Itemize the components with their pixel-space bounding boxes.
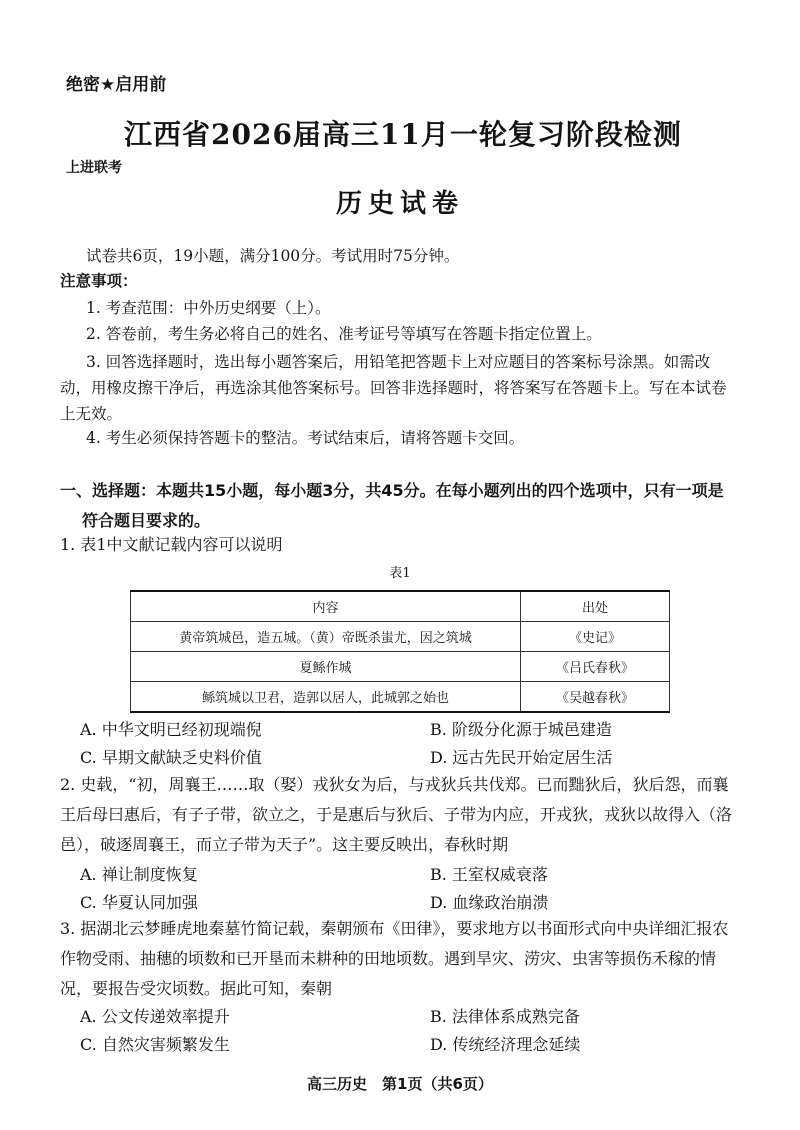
- q1-option-d: D. 远古先民开始定居生活: [430, 748, 613, 767]
- question-2-stem: 2. 史载，“初，周襄王……取（娶）戎狄女为后，与戎狄兵共伐郑。已而黜狄后，狄后怨，而襄王后母曰惠后，有子子带，欲立之，于是惠后与狄后、子带为内应，开戎狄，戎狄以故得入（洛邑），破逐周襄王，而立子带为天子”。这主要反映出，春秋时期: [60, 775, 733, 854]
- q3-option-c: C. 自然灾害频繁发生: [80, 1035, 230, 1054]
- table-header-source: 出处: [521, 591, 670, 622]
- notice-item-2: 2. 答卷前，考生务必将自己的姓名、准考证号等填写在答题卡指定位置上。: [86, 325, 602, 343]
- table-cell-source: 《吴越春秋》: [521, 682, 670, 713]
- notice-item-4: 4. 考生必须保持答题卡的整洁。考试结束后，请将答题卡交回。: [86, 429, 525, 447]
- q2-option-a: A. 禅让制度恢复: [80, 865, 198, 884]
- page-footer: 高三历史 第1页（共6页）: [307, 1075, 493, 1093]
- table-1: [130, 590, 670, 713]
- section-heading: [60, 476, 750, 536]
- subject-title: 历史试卷: [335, 189, 464, 219]
- q3-option-b: B. 法律体系成熟完备: [430, 1007, 580, 1026]
- table-cell-content: 鲧筑城以卫君，造郭以居人，此城郭之始也: [131, 682, 521, 713]
- q2-option-b: B. 王室权威衰落: [430, 865, 548, 884]
- question-1-stem: 1. 表1中文献记载内容可以说明: [60, 535, 283, 554]
- section-heading-line-1: 一、选择题：本题共15小题，每小题3分，共45分。在每小题列出的四个选项中，只有一项是: [60, 481, 724, 500]
- table-row: [131, 622, 670, 652]
- q1-option-b: B. 阶级分化源于城邑建造: [430, 720, 612, 739]
- q1-option-a: A. 中华文明已经初现端倪: [80, 720, 262, 739]
- table-row: [131, 652, 670, 682]
- notice-title: 注意事项：: [60, 272, 138, 290]
- q2-option-c: C. 华夏认同加强: [80, 893, 198, 912]
- table-cell-content: 夏鲧作城: [131, 652, 521, 682]
- table-header-row: [131, 591, 670, 622]
- table-row: [131, 682, 670, 713]
- exam-summary: 试卷共6页，19小题，满分100分。考试用时75分钟。: [86, 247, 460, 265]
- q2-option-d: D. 血缘政治崩溃: [430, 893, 549, 912]
- q1-option-c: C. 早期文献缺乏史料价值: [80, 748, 262, 767]
- question-3-stem: 3. 据湖北云梦睡虎地秦墓竹简记载，秦朝颁布《田律》，要求地方以书面形式向中央详细汇报农作物受雨、抽穗的顷数和已开垦而未耕种的田地顷数。遇到旱灾、涝灾、虫害等损伤禾稼的情况，要报告受灾顷数。据此可知，秦朝: [60, 919, 729, 998]
- table-header-content: 内容: [131, 591, 521, 622]
- table-cell-content: 黄帝筑城邑，造五城。（黄）帝既杀蚩尤，因之筑城: [131, 622, 521, 652]
- q3-option-a: A. 公文传递效率提升: [80, 1007, 230, 1026]
- q3-option-d: D. 传统经济理念延续: [430, 1035, 581, 1054]
- notice-item-1: 1. 考查范围：中外历史纲要（上）。: [86, 299, 331, 317]
- notice-item-3: 3. 回答选择题时，选出每小题答案后，用铅笔把答题卡上对应题目的答案标号涂黑。如需改动，用橡皮擦干净后，再选涂其他答案标号。回答非选择题时，将答案写在答题卡上。写在本试卷上无效。: [60, 353, 727, 423]
- confidential-label: 绝密★启用前: [66, 75, 167, 95]
- table-cell-source: 《史记》: [521, 622, 670, 652]
- table-1-caption: 表1: [389, 566, 411, 581]
- exam-title: 江西省2026届高三11月一轮复习阶段检测: [124, 118, 682, 151]
- table-cell-source: 《吕氏春秋》: [521, 652, 670, 682]
- section-heading-line-2: 符合题目要求的。: [82, 511, 211, 530]
- union-label: 上进联考: [66, 160, 122, 176]
